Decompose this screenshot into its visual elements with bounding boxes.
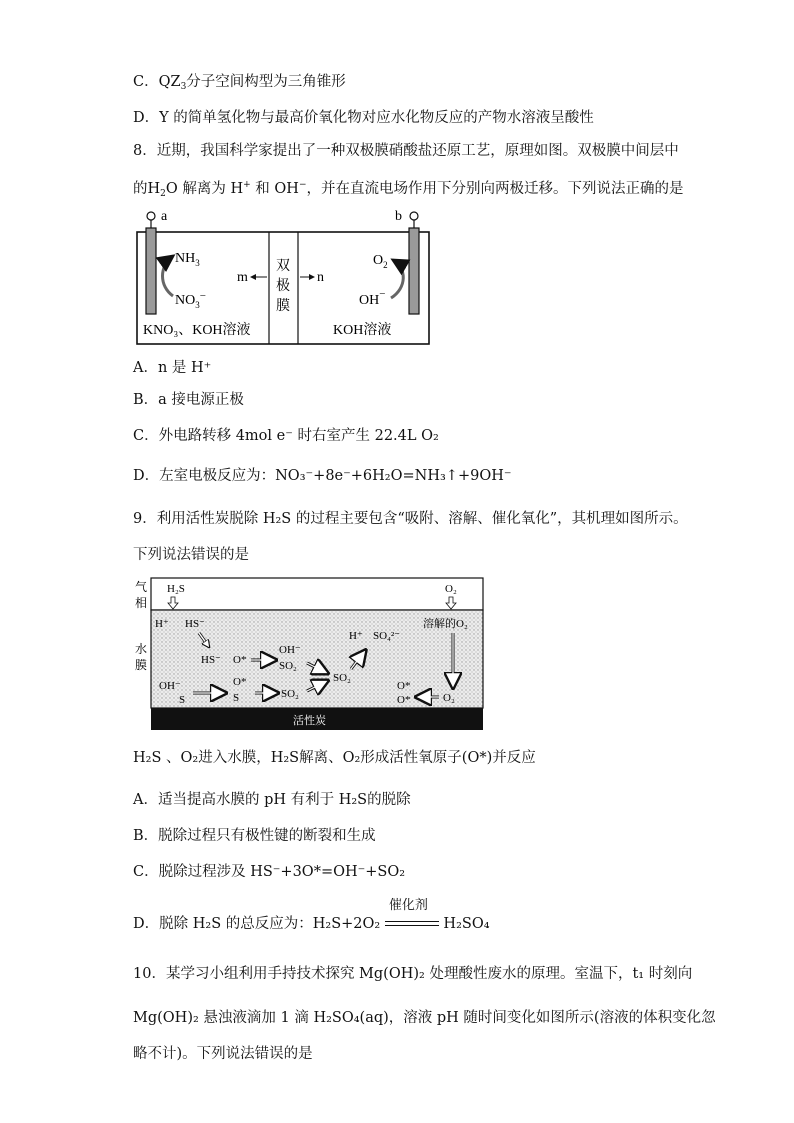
s-label-2: S: [233, 692, 240, 704]
o2-bottom-label: O₂: [443, 692, 455, 704]
n-label: n: [317, 270, 324, 285]
hs-label-2: HS⁻: [201, 654, 221, 666]
electrode-a: [146, 228, 156, 314]
right-solution-label: KOH溶液: [333, 323, 392, 338]
s-label-1: S: [179, 694, 186, 706]
q9-option-c: C．脱除过程涉及 HS⁻+3O*=OH⁻+SO₂: [133, 864, 406, 880]
q8-option-b: B．a 接电源正极: [133, 392, 244, 408]
q9-option-a: A．适当提高水膜的 pH 有利于 H₂S的脱除: [133, 792, 411, 808]
h-plus-label: H⁺: [155, 618, 169, 630]
oh-label-1: OH⁻: [279, 644, 301, 656]
nh3-label: $NH_3$: [175, 251, 200, 268]
membrane-label-2: 极: [276, 279, 290, 294]
so2-label-3: SO₂: [281, 688, 299, 700]
dissolved-o2-label: 溶解的O₂: [423, 618, 468, 630]
q10-stem-line2: Mg(OH)₂ 悬浊液滴加 1 滴 H₂SO₄(aq)，溶液 pH 随时间变化如图所示(溶液的体积变化忽: [133, 1010, 716, 1026]
m-label: m: [237, 270, 248, 285]
q10-stem-line1: 10．某学习小组利用手持技术探究 Mg(OH)₂ 处理酸性废水的原理。室温下，t₁ 时刻向: [133, 966, 693, 982]
q7-option-d: D．Y 的简单氢化物与最高价氧化物对应水化物反应的产物水溶液呈酸性: [133, 110, 594, 126]
q9-stem-line1: 9．利用活性炭脱除 H₂S 的过程主要包含“吸附、溶解、催化氧化”，其机理如图所示。: [133, 511, 688, 527]
q9-option-b: B．脱除过程只有极性键的断裂和生成: [133, 828, 376, 844]
sulfate-label: SO₄²⁻: [373, 630, 401, 642]
membrane-label-1: 双: [276, 259, 290, 274]
oh-label-2: OH⁻: [159, 680, 181, 692]
o-star-label-4: O*: [397, 694, 411, 706]
o2-gas-label: O₂: [445, 583, 457, 595]
left-solution-label: KNO₃、KOH溶液: [143, 323, 251, 338]
electrode-b: [409, 228, 419, 314]
no3-label: $NO_3^-$: [175, 290, 206, 310]
oh-label: OH−: [359, 288, 386, 308]
gas-phase-label-2: 相: [135, 596, 148, 610]
membrane-label-3: 膜: [276, 299, 290, 314]
gas-phase-label-1: 气: [135, 580, 148, 594]
o2-label: $O_2$: [373, 253, 388, 270]
o-star-label-1: O*: [233, 654, 247, 666]
electrode-b-label: b: [395, 209, 402, 224]
h2s-gas-label: H₂S: [167, 583, 185, 595]
q8-stem-line1: 8．近期，我国科学家提出了一种双极膜硝酸盐还原工艺，原理如图。双极膜中间层中: [133, 143, 679, 159]
q9-option-d: D．脱除 H₂S 的总反应为：H₂S+2O₂ 催化剂 H₂SO₄: [133, 898, 490, 932]
gas-phase-region: [151, 578, 483, 610]
h-plus-label-2: H⁺: [349, 630, 363, 642]
electrode-a-label: a: [161, 209, 168, 224]
water-film-label-1: 水: [135, 642, 148, 656]
q8-option-d: D．左室电极反应为：NO₃⁻+8e⁻+6H₂O=NH₃↑+9OH⁻: [133, 468, 512, 484]
o-star-label-2: O*: [233, 676, 247, 688]
hs-label-1: HS⁻: [185, 618, 205, 630]
water-film-label-2: 膜: [135, 658, 148, 672]
q10-stem-line3: 略不计)。下列说法错误的是: [133, 1046, 313, 1062]
q9-mechanism-diagram: [133, 577, 485, 732]
q7-option-c: C．$QZ_3$分子空间构型为三角锥形: [133, 74, 346, 92]
q8-stem-line2: 的$H_2O$ 解离为 H+ 和 OH−，并在直流电场作用下分别向两极迁移。下列说法正确的是: [133, 180, 684, 199]
terminal-b-icon: [410, 212, 418, 220]
so2-label-1: SO₂: [279, 660, 297, 672]
q9-note: H₂S 、O₂进入水膜，H₂S解离、O₂形成活性氧原子(O*)并反应: [133, 750, 536, 766]
o-star-label-3: O*: [397, 680, 411, 692]
q8-option-c: C．外电路转移 4mol e⁻ 时右室产生 22.4L O₂: [133, 428, 439, 444]
terminal-a-icon: [147, 212, 155, 220]
so2-label-2: SO₂: [333, 672, 351, 684]
q8-electrolysis-diagram: [133, 206, 433, 346]
q8-option-a: A．n 是 H⁺: [133, 360, 212, 376]
catalyst-arrow: 催化剂: [385, 914, 439, 934]
q9-stem-line2: 下列说法错误的是: [133, 547, 249, 563]
carbon-label: 活性炭: [293, 715, 326, 727]
